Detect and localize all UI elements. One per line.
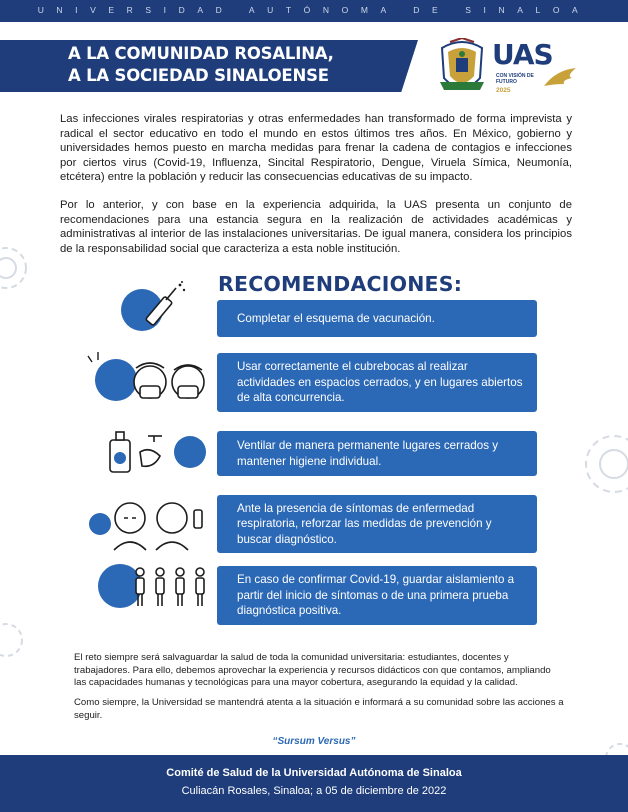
recommendation-item-symptoms: [217, 495, 537, 553]
footer-committee: Comité de Salud de la Universidad Autónoma de Sinaloa: [166, 767, 462, 779]
decorative-gear-icon: [0, 610, 40, 670]
uas-logo-subtitle: CON VISIÓN DE FUTURO: [496, 73, 534, 85]
recommendation-item-isolation: [217, 566, 537, 625]
decorative-gear-icon: [568, 420, 628, 510]
recommendation-text: Usar correctamente el cubrebocas al realizar actividades en espacios cerrados, y en lugares abiertos de alta concurrencia.: [237, 360, 523, 405]
intro-paragraph-2: Por lo anterior, y con base en la experiencia adquirida, la UAS presenta un conjunto de recomendaciones para una estancia segura en la realización de actividades académicas y administrativas al interior de las instalaciones universitarias. De igual manera, considera los principios de la responsabilidad social que caracteriza a esta noble institución.: [60, 199, 572, 255]
recommendation-item-face-mask: [217, 353, 537, 412]
title-line-1: A LA COMUNIDAD ROSALINA,: [68, 44, 334, 63]
isolation-icon: [96, 562, 210, 612]
top-bar: [0, 0, 628, 22]
title-line-2: A LA SOCIEDAD SINALOENSE: [68, 66, 329, 85]
closing-paragraph-2: Como siempre, la Universidad se mantendrá atenta a la situación e informará a su comunidad sobre las acciones a seguir.: [74, 697, 564, 721]
decorative-gear-icon: [0, 228, 40, 308]
uas-logo: [492, 38, 578, 96]
closing-paragraph-1: El reto siempre será salvaguardar la salud de toda la comunidad universitaria: estudiantes, docentes y trabajadores. Para ello, debemos aprovechar la experiencia y recursos didácticos con que contamos, ampliando las capacidades humanas y tecnológicas para una mayor cobertura, asegurando la equidad y la calidad.: [74, 652, 551, 688]
sick-person-icon: [88, 494, 210, 556]
face-mask-icon: [86, 350, 210, 420]
eagle-icon: [542, 66, 578, 92]
recommendation-text: Ante la presencia de síntomas de enfermedad respiratoria, reforzar las medidas de prevención y buscar diagnóstico.: [237, 501, 492, 546]
vaccine-icon: [112, 280, 192, 342]
footer-bar: [0, 755, 628, 812]
motto: “Sursum Versus”: [272, 736, 356, 747]
university-shield-logo: [436, 38, 488, 98]
university-name-banner: UNIVERSIDAD AUTÓNOMA DE SINALOA: [37, 5, 591, 15]
footer-place-date: Culiacán Rosales, Sinaloa; a 05 de diciembre de 2022: [181, 785, 447, 797]
recommendations-heading: RECOMENDACIONES:: [218, 272, 463, 296]
hand-washing-icon: [106, 428, 206, 478]
intro-paragraph-1: Las infecciones virales respiratorias y otras enfermedades han transformado de forma imprevista y radical el sector educativo en todo el mundo en estos últimos tres años. En México, gobierno y universidades hemos puesto en marcha medidas para frenar la cadena de contagios e infecciones por ciertos virus (Covid-19, Influenza, Sincital Respiratorio, Dengue, Viruela Símica, Neumonía, etcétera) entre la población y reducir las consecuencias educativas de su impacto.: [60, 113, 572, 183]
recommendation-text: Completar el esquema de vacunación.: [237, 311, 435, 325]
uas-logo-text: UAS: [492, 38, 553, 71]
recommendation-item-vaccination: [217, 300, 537, 337]
recommendation-text: En caso de confirmar Covid-19, guardar aislamiento a partir del inicio de síntomas o de una primera prueba diagnóstica positiva.: [237, 573, 515, 618]
recommendation-item-ventilation: [217, 431, 537, 476]
uas-logo-year: 2025: [496, 87, 511, 94]
recommendation-text: Ventilar de manera permanente lugares cerrados y mantener higiene individual.: [237, 439, 499, 468]
